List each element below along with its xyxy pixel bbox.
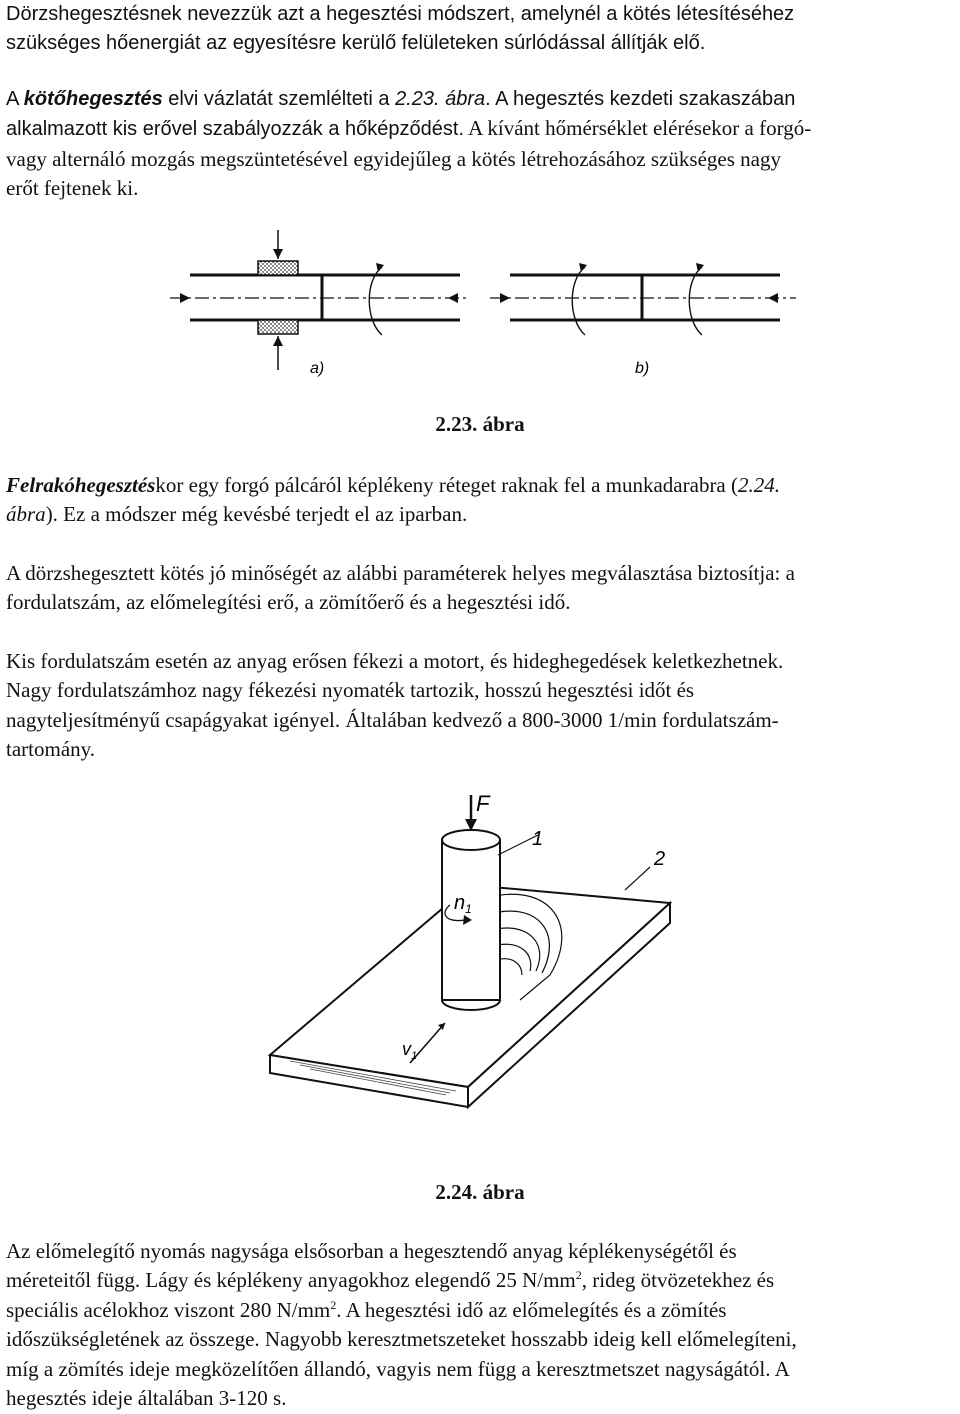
term-kotohegesztes: kötőhegesztés [23,88,163,110]
text-line: Dörzshegesztésnek nevezzük azt a hegesztési módszert, amelynél a kötés létesítéséhez [6,3,795,25]
text-line: A dörzshegesztett kötés jó minőségét az alábbi paraméterek helyes megválasztása biztosítja: a [6,561,795,585]
figure-2-24-diagram [250,785,720,1165]
speed-paragraph [6,647,956,765]
leader-line-2 [625,867,650,890]
figure-reference: 2.23. ábra [395,88,486,110]
text-line: hegesztés ideje általában 3-120 s. [6,1386,287,1411]
term-felrakohegesztes: Felrakóhegesztés [6,473,156,497]
label-b: b) [635,360,650,377]
intro-paragraph [6,0,956,59]
figure-2-23-caption: 2.23. ábra [435,412,525,436]
label-a: a) [310,360,325,377]
text-line: Kis fordulatszám esetén az anyag erősen fékezi a motort, és hideghegedések keletkezhetnek. [6,649,784,673]
text-line: speciális acélokhoz viszont 280 $N/mm^2$. A hegesztési idő az előmelegítés és a zömítés [6,1297,727,1322]
text-line: Nagy fordulatszámhoz nagy fékezési nyomaték tartozik, hosszú hegesztési időt és [6,678,695,703]
label-force: F [476,791,490,816]
label-2: 2 [654,848,666,870]
figure-2-24-caption: 2.24. ábra [435,1180,525,1204]
text-line: ábra). Ez a módszer még kevésbé terjedt el az iparban. [6,502,468,527]
text-line: tartomány. [6,737,96,762]
figure-2-23-diagram [160,225,800,385]
quality-paragraph [6,559,956,618]
text-line: A kötőhegesztés elvi vázlatát szemlélteti a 2.23. ábra. A hegesztés kezdeti szakaszában [6,88,796,110]
text-line: fordulatszám, az előmelegítési erő, a zömítőerő és a hegesztési idő. [6,590,571,615]
text-line: időszükségletének az összege. Nagyobb keresztmetszeteket hosszabb ideig kell előmelegíteni, [6,1327,797,1352]
text-line: erőt fejtenek ki. [6,176,139,201]
text-line: míg a zömítés ideje megközelítően állandó, vagyis nem függ a keresztmetszet nagyságától. A [6,1356,790,1381]
preheat-paragraph [6,1237,956,1413]
text-line: szükséges hőenergiát az egyesítésre kerülő felületeken súrlódással állítják elő. [6,32,706,55]
friction-joint-paragraph [6,85,956,204]
text-line: nagyteljesítményű csapágyakat igényel. Általában kedvező a 800-3000 1/min fordulatszám- [6,707,779,732]
label-1: 1 [532,828,544,850]
text-line: méreteitől függ. Lágy és képlékeny anyagokhoz elegendő 25 $N/mm^2$, rideg ötvözetekhez és [6,1268,775,1293]
label-feed: $v_1$ [402,1039,418,1062]
diagram-b [490,263,796,335]
text-line: Felrakóhegesztéskor egy forgó pálcáról képlékeny réteget raknak fel a munkadarabra (2.24. [6,473,780,497]
text-line: alkalmazott kis erővel szabályozzák a hőképződést. A kívánt hőmérséklet elérésekor a forgó- [6,116,812,141]
label-rotation: $n_1$ [454,892,472,916]
surfacing-paragraph [6,471,956,530]
text-line: Az előmelegítő nyomás nagysága elsősorban a hegesztendő anyag képlékenységétől és [6,1239,737,1263]
diagram-a [170,230,470,370]
text-line: vagy alternáló mozgás megszüntetésével egyidejűleg a kötés létrehozásához szükséges nagy [6,146,781,171]
